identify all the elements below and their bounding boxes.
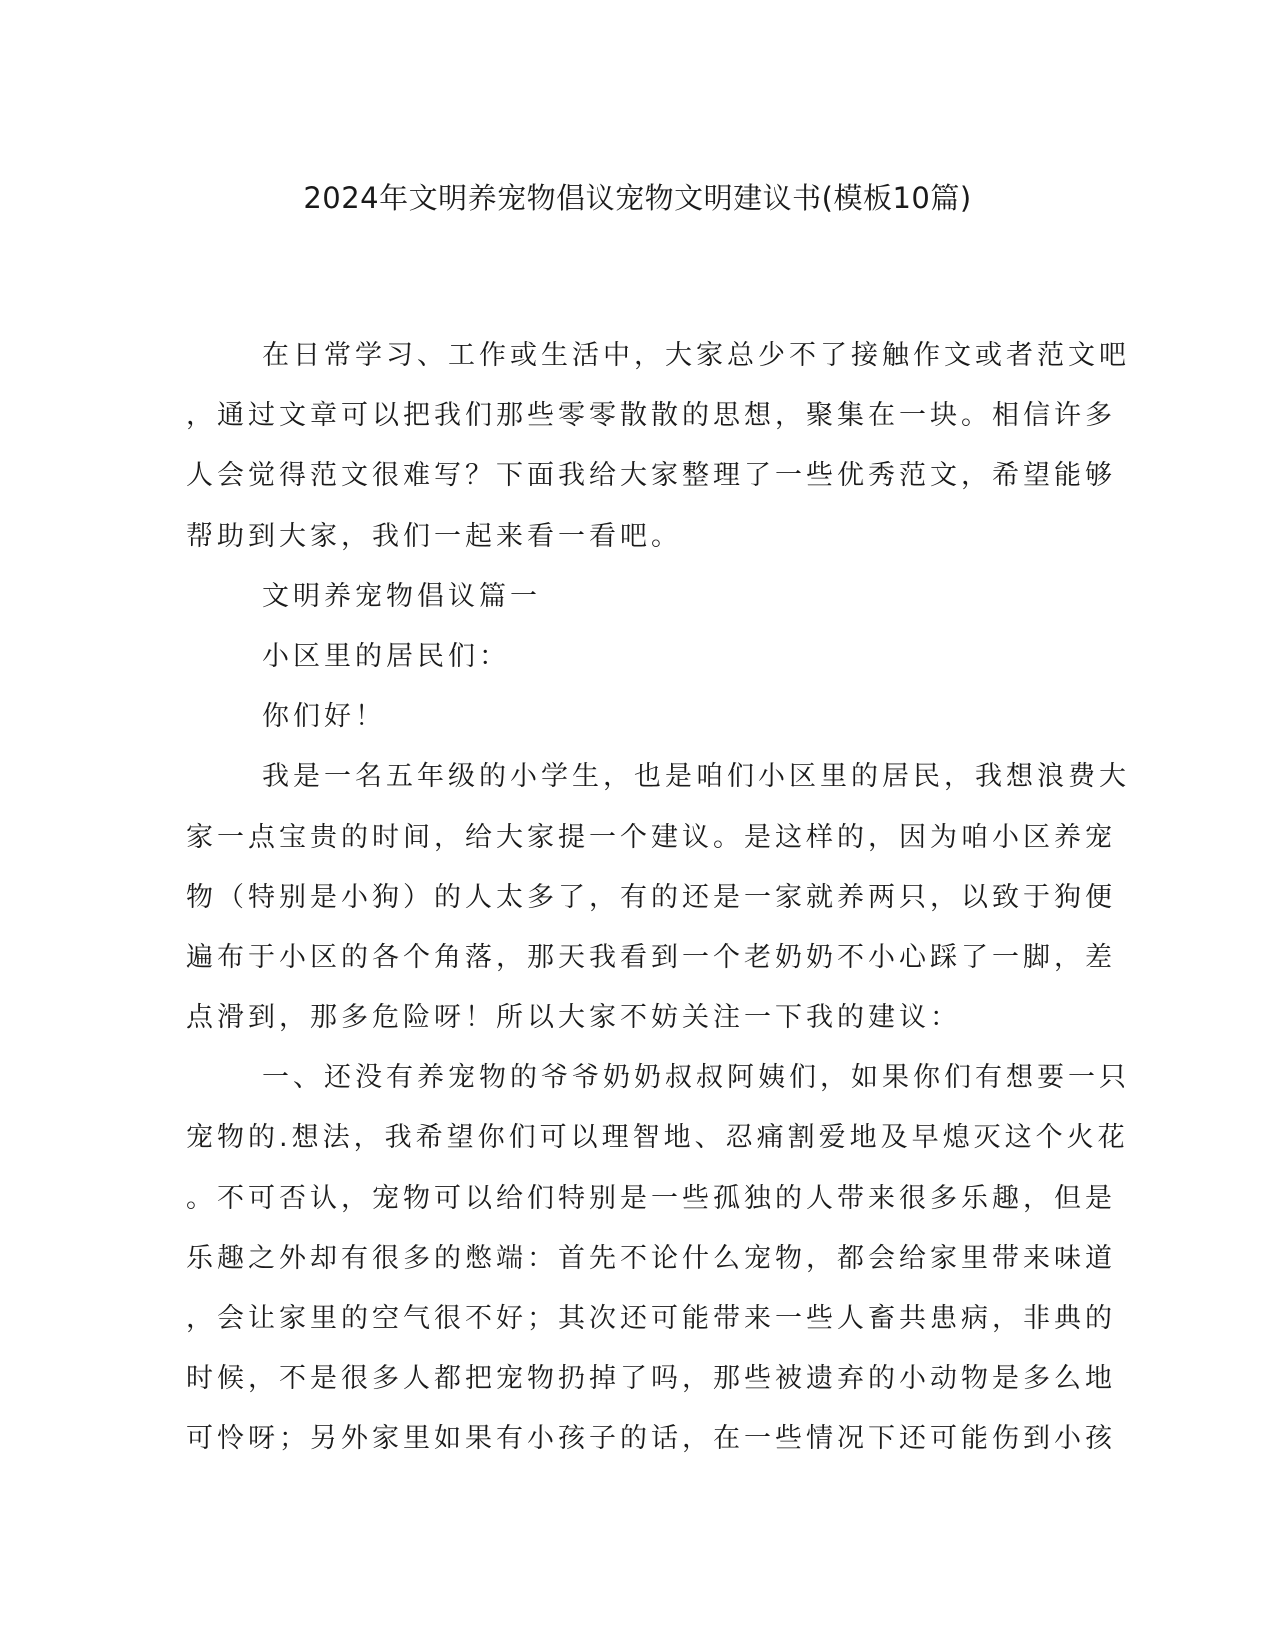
salutation: 小区里的居民们： — [262, 640, 510, 672]
paragraph-line: 时候，不是很多人都把宠物扔掉了吗，那些被遗弃的小动物是多么地 — [186, 1363, 1116, 1395]
paragraph-line: 家一点宝贵的时间，给大家提一个建议。是这样的，因为咱小区养宠 — [186, 821, 1116, 853]
paragraph-line: 点滑到，那多危险呀！所以大家不妨关注一下我的建议： — [186, 1002, 961, 1034]
paragraph-line: 人会觉得范文很难写？下面我给大家整理了一些优秀范文，希望能够 — [186, 460, 1116, 492]
document-title: 2024年文明养宠物倡议宠物文明建议书(模板10篇) — [303, 181, 972, 215]
paragraph-line: 在日常学习、工作或生活中，大家总少不了接触作文或者范文吧 — [262, 340, 1130, 371]
paragraph-line: 物（特别是小狗）的人太多了，有的还是一家就养两只，以致于狗便 — [186, 881, 1116, 913]
paragraph-line: 乐趣之外却有很多的憋端：首先不论什么宠物，都会给家里带来味道 — [186, 1242, 1116, 1274]
paragraph-line: 一、还没有养宠物的爷爷奶奶叔叔阿姨们，如果你们有想要一只 — [262, 1062, 1130, 1094]
document-body — [186, 326, 1130, 1470]
paragraph-line: 宠物的.想法，我希望你们可以理智地、忍痛割爱地及早熄灭这个火花 — [186, 1122, 1129, 1154]
paragraph-line: ，会让家里的空气很不好；其次还可能带来一些人畜共患病，非典的 — [186, 1303, 1116, 1334]
paragraph-line: 遍布于小区的各个角落，那天我看到一个老奶奶不小心踩了一脚，差 — [186, 941, 1116, 973]
paragraph-line: 帮助到大家，我们一起来看一看吧。 — [186, 520, 682, 552]
paragraph-line: ，通过文章可以把我们那些零零散散的思想，聚集在一块。相信许多 — [186, 400, 1116, 432]
section-heading: 文明养宠物倡议篇一 — [262, 580, 541, 612]
paragraph-line: 我是一名五年级的小学生，也是咱们小区里的居民，我想浪费大 — [262, 761, 1130, 793]
paragraph-line: 。不可否认，宠物可以给们特别是一些孤独的人带来很多乐趣，但是 — [186, 1182, 1116, 1214]
paragraph-line: 可怜呀；另外家里如果有小孩子的话，在一些情况下还可能伤到小孩 — [186, 1423, 1116, 1455]
greeting: 你们好！ — [262, 701, 386, 733]
